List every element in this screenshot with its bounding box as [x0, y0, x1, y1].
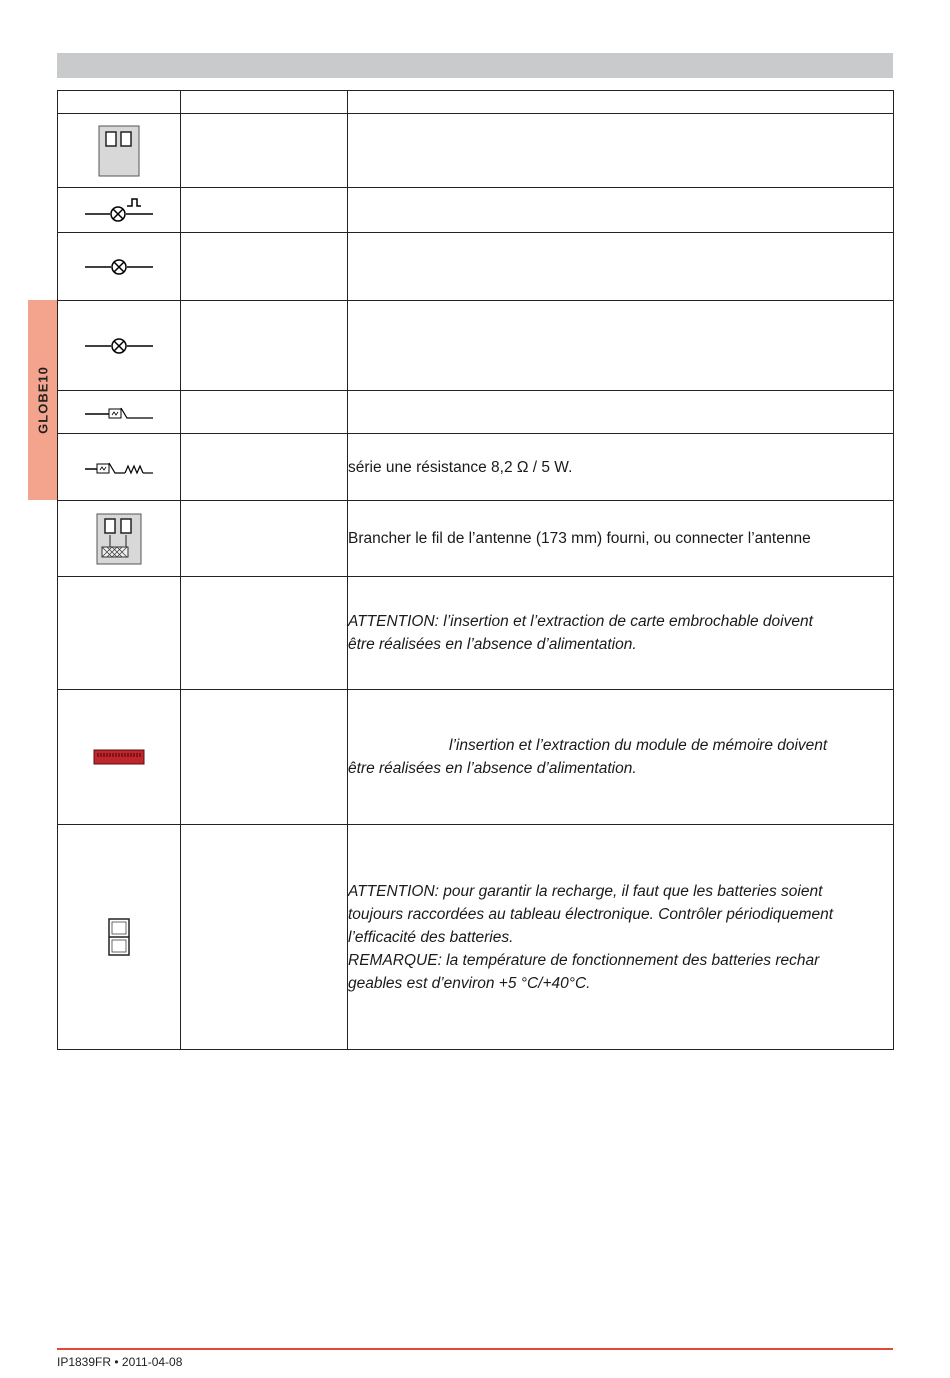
flashing-lamp-icon — [83, 197, 155, 223]
table-row — [58, 301, 894, 391]
antenna-terminal-icon — [96, 513, 142, 565]
table-row — [58, 577, 894, 690]
lamp-icon — [83, 336, 155, 356]
row-text: Brancher le fil de l’antenne (173 mm) fourni, ou connecter l’antenne — [348, 501, 894, 577]
lamp-icon — [83, 257, 155, 277]
memory-module-icon — [93, 749, 145, 765]
terminal-table — [57, 90, 894, 1050]
warning-line: être réalisées en l’absence d’alimentation. — [348, 636, 637, 653]
warning-line: ATTENTION: pour garantir la recharge, il faut que les batteries soient — [348, 882, 823, 900]
header-bar — [57, 53, 893, 78]
warning-line: l’insertion et l’extraction du module de mémoire doivent — [449, 737, 828, 754]
footer-doc-ref: IP1839FR • 2011-04-08 — [57, 1355, 183, 1369]
warning-line: ATTENTION: l’insertion et l’extraction de carte embrochable doivent — [348, 613, 813, 630]
note-line: geables est d’environ +5 °C/+40°C. — [348, 974, 591, 992]
table-row — [58, 233, 894, 301]
terminal-block-icon — [98, 125, 140, 177]
lock-icon — [83, 404, 155, 420]
row-text: série une résistance 8,2 Ω / 5 W. — [348, 434, 894, 501]
note-line: REMARQUE: la température de fonctionnement des batteries rechar — [348, 951, 820, 969]
footer-divider — [57, 1348, 893, 1350]
side-tab-label: GLOBE10 — [35, 366, 50, 434]
table-row — [58, 825, 894, 1050]
table-row — [58, 690, 894, 825]
lock-resistor-icon — [83, 459, 155, 475]
table-row — [58, 391, 894, 434]
warning-line: l’efficacité des batteries. — [348, 928, 514, 946]
table-row — [58, 501, 894, 577]
battery-connector-icon — [108, 918, 130, 956]
warning-line: toujours raccordées au tableau électronique. Contrôler périodiquement — [348, 905, 834, 923]
table-row — [58, 188, 894, 233]
side-tab — [28, 300, 57, 500]
table-row — [58, 434, 894, 501]
warning-line: être réalisées en l’absence d’alimentation. — [348, 760, 637, 777]
table-header-row — [58, 91, 894, 114]
table-row — [58, 114, 894, 188]
